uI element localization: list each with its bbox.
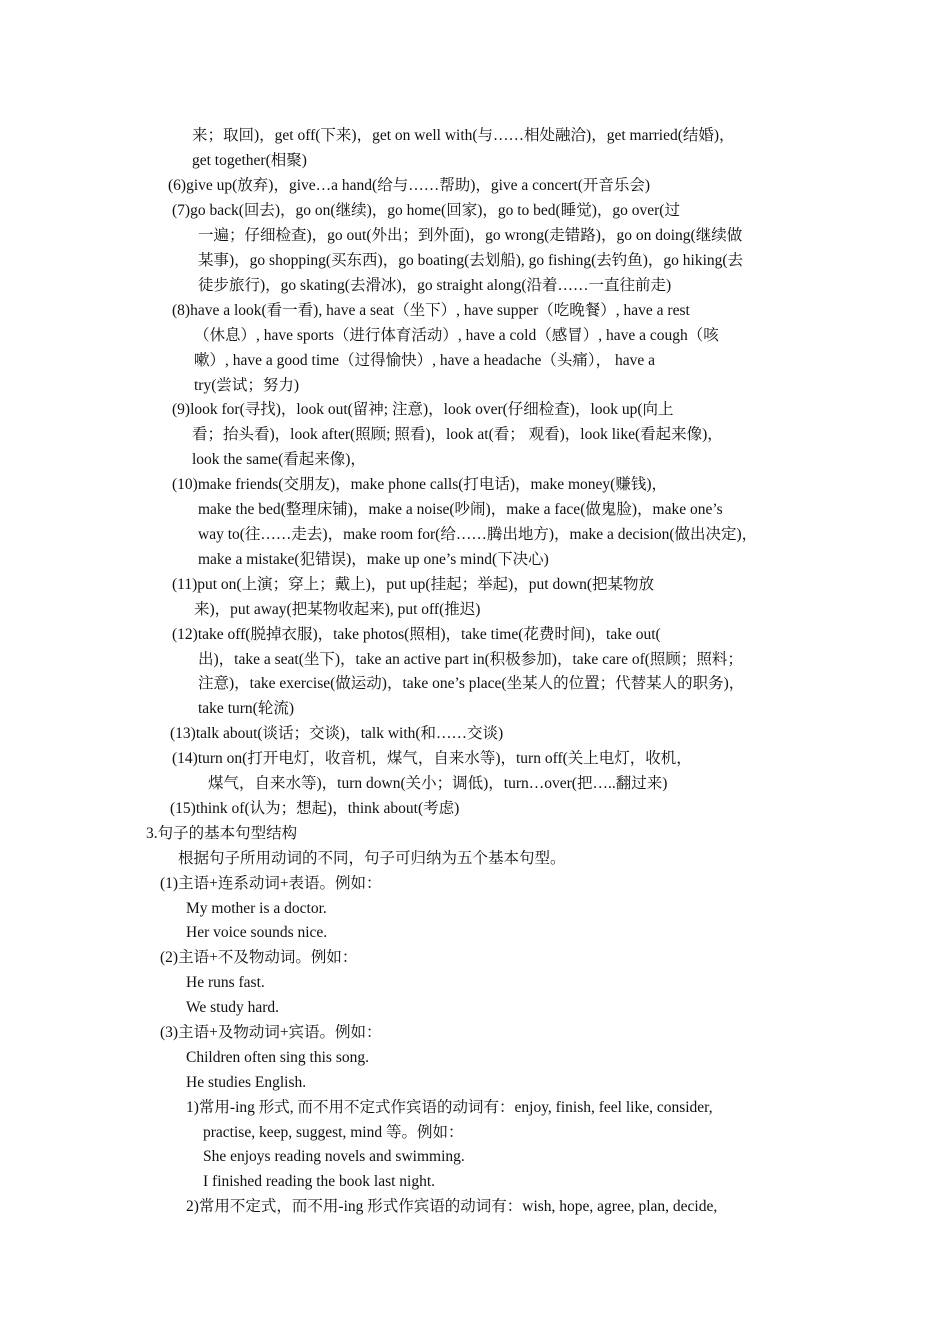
text-line: look the same(看起来像)， — [192, 451, 366, 468]
text-line: 煤气，自来水等)，turn down(关小；调低)，turn…over(把…..翻过来) — [208, 775, 668, 792]
text-line: way to(往……走去)，make room for(给……腾出地方)，make a decision(做出决定)， — [198, 526, 758, 543]
text-line: (3)主语+及物动词+宾语。例如： — [160, 1024, 382, 1041]
text-line: (2)主语+不及物动词。例如： — [160, 949, 358, 966]
text-line: 来)，put away(把某物收起来), put off(推迟) — [194, 601, 481, 618]
text-line: 看；抬头看)，look after(照顾; 照看)，look at(看； 观看)，look like(看起来像)， — [192, 426, 723, 443]
text-line: (10)make friends(交朋友)，make phone calls(打电话)，make money(赚钱)， — [172, 476, 668, 493]
text-line: (13)talk about(谈话；交谈)，talk with(和……交谈) — [170, 725, 504, 742]
text-line: (8)have a look(看一看), have a seat（坐下）, have supper（吃晚餐）, have a rest — [172, 302, 690, 319]
text-line: 一遍；仔细检查)，go out(外出；到外面)，go wrong(走错路)，go on doing(继续做 — [198, 227, 743, 244]
example-line: I finished reading the book last night. — [203, 1173, 436, 1190]
text-line: take turn(轮流) — [198, 700, 294, 717]
example-line: My mother is a doctor. — [186, 900, 327, 917]
text-line: (6)give up(放弃)，give…a hand(给与……帮助)，give a concert(开音乐会) — [168, 177, 651, 194]
text-line: 注意)，take exercise(做运动)，take one’s place(坐某人的位置；代替某人的职务)， — [198, 675, 745, 692]
text-line: practise, keep, suggest, mind 等。例如： — [203, 1124, 464, 1141]
text-line: (15)think of(认为；想起)，think about(考虑) — [170, 800, 460, 817]
text-line: 根据句子所用动词的不同，句子可归纳为五个基本句型。 — [178, 850, 566, 867]
text-line: (14)turn on(打开电灯，收音机，煤气，自来水等)，turn off(关上电灯，收机， — [172, 750, 692, 767]
text-line: 2)常用不定式，而不用-ing 形式作宾语的动词有：wish, hope, agree, plan, decide, — [186, 1198, 718, 1215]
text-line: 某事)，go shopping(买东西)，go boating(去划船), go fishing(去钓鱼)，go hiking(去 — [198, 252, 744, 269]
text-line: (12)take off(脱掉衣服)，take photos(照相)，take time(花费时间)，take out( — [172, 626, 661, 643]
text-line: 嗽）, have a good time（过得愉快）, have a headache（头痛）， have a — [194, 352, 655, 369]
text-line: make the bed(整理床铺)，make a noise(吵闹)，make a face(做鬼脸)，make one’s — [198, 501, 723, 518]
text-line: 1)常用-ing 形式, 而不用不定式作宾语的动词有：enjoy, finish, feel like, consider, — [186, 1099, 713, 1116]
text-line: (1)主语+连系动词+表语。例如： — [160, 875, 382, 892]
text-line: 出)，take a seat(坐下)，take an active part in(积极参加)，take care of(照顾；照料； — [198, 651, 743, 668]
example-line: He runs fast. — [186, 974, 265, 991]
example-line: She enjoys reading novels and swimming. — [203, 1148, 465, 1165]
example-line: Her voice sounds nice. — [186, 924, 328, 941]
example-line: We study hard. — [186, 999, 280, 1016]
example-line: He studies English. — [186, 1074, 307, 1091]
text-line: (7)go back(回去)，go on(继续)，go home(回家)，go to bed(睡觉)，go over(过 — [172, 202, 680, 219]
section-heading: 3.句子的基本句型结构 — [146, 825, 298, 842]
example-line: Children often sing this song. — [186, 1049, 369, 1066]
text-line: get together(相聚) — [192, 152, 307, 169]
text-line: （休息）, have sports（进行体育活动）, have a cold（感冒）, have a cough（咳 — [194, 327, 719, 344]
text-line: try(尝试；努力) — [194, 377, 300, 394]
text-line: make a mistake(犯错误)，make up one’s mind(下决心) — [198, 551, 549, 568]
text-line: 徒步旅行)，go skating(去滑冰)，go straight along(沿着……一直往前走) — [198, 277, 672, 294]
text-line: (11)put on(上演；穿上；戴上)，put up(挂起；举起)，put down(把某物放 — [172, 576, 655, 593]
text-line: (9)look for(寻找)，look out(留神; 注意)，look over(仔细检查)，look up(向上 — [172, 401, 674, 418]
text-line: 来；取回)，get off(下来)，get on well with(与……相处融洽)，get married(结婚)， — [192, 127, 735, 144]
